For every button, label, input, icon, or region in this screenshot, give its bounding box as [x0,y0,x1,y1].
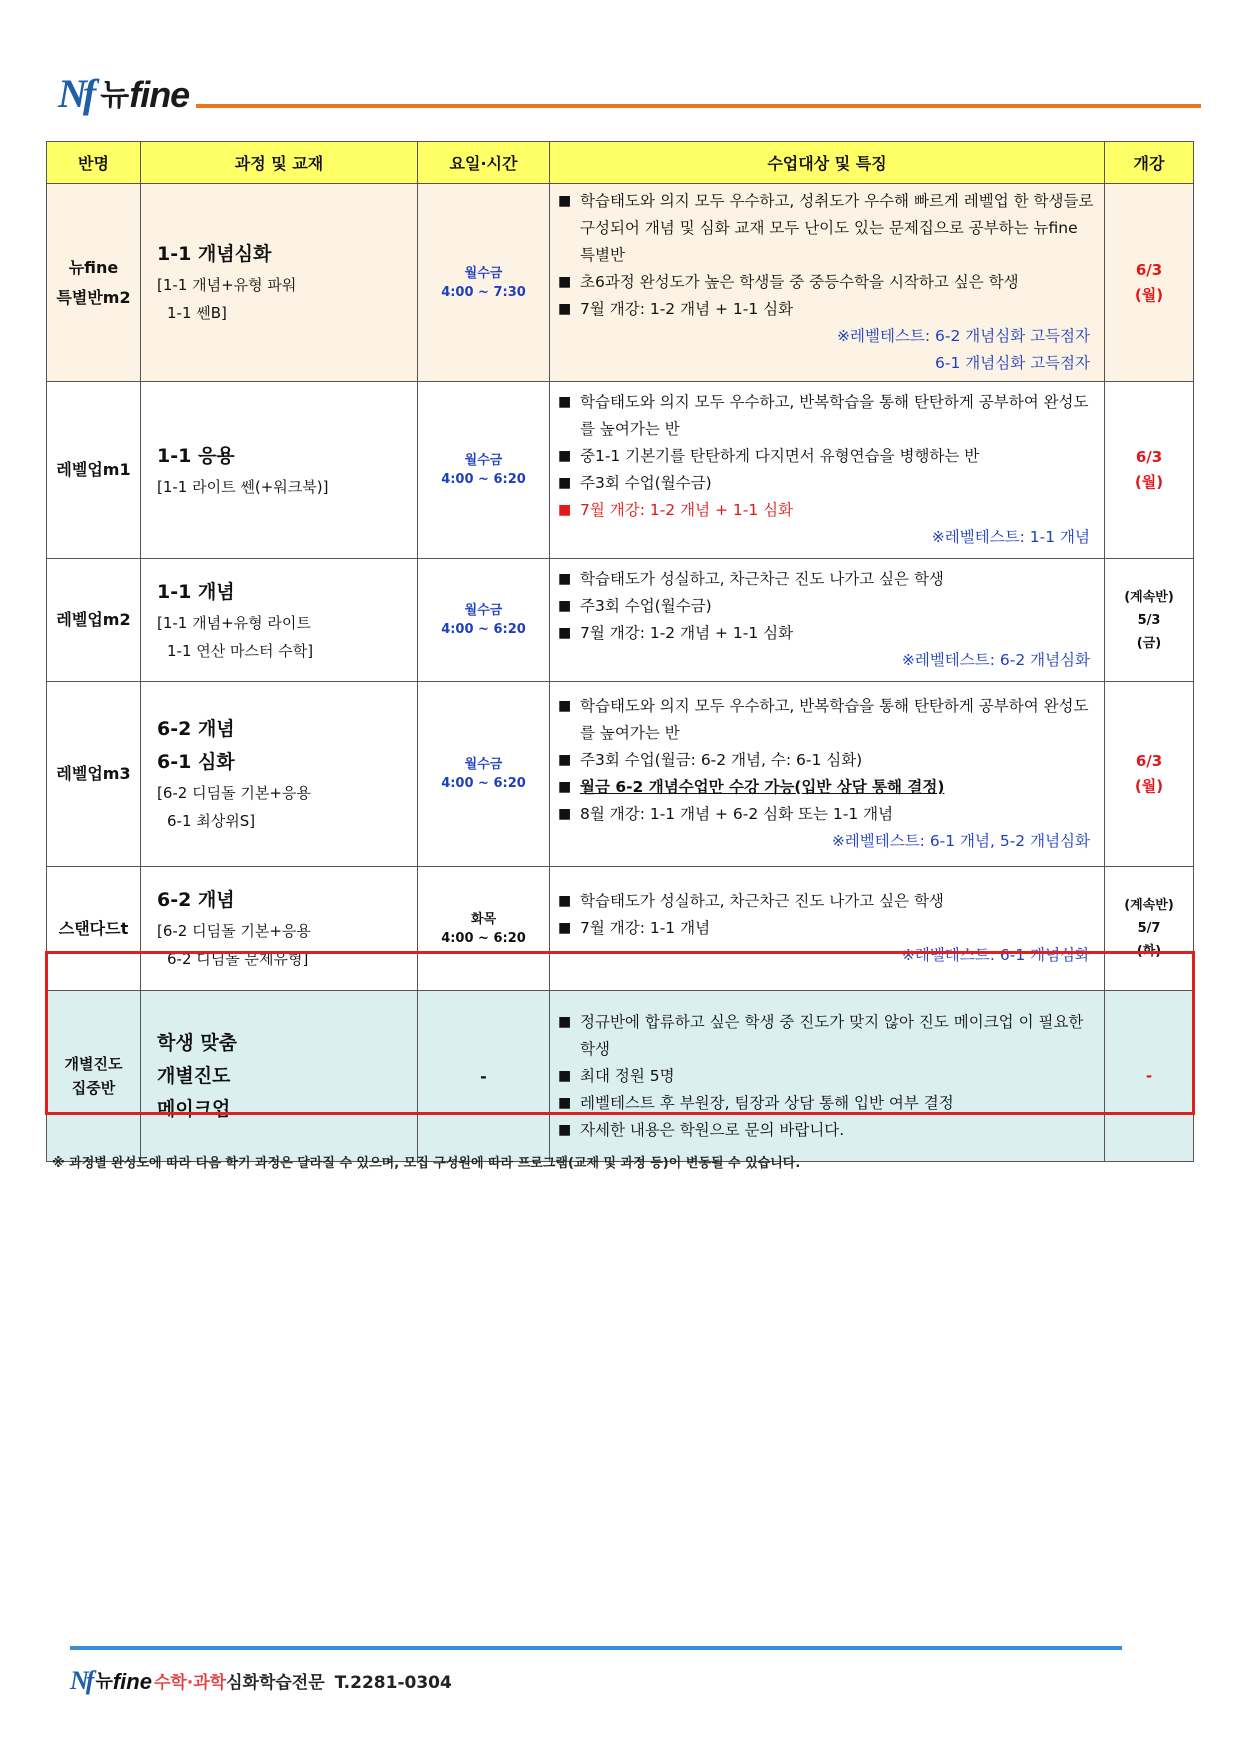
course-title: 학생 맞춤 [157,1031,238,1054]
course-title: 1-1 개념 [157,580,235,603]
days: 월수금 [464,453,503,468]
feature-item: ■ 7월 개강: 1-2 개념 + 1-1 심화 [558,296,1096,323]
feature-item: ■ 학습태도가 성실하고, 차근차근 진도 나가고 싶은 학생 [558,888,1096,915]
feature-item: ■ 주3회 수업(월수금) [558,470,1096,497]
class-name-line: 레벨업m3 [56,764,131,783]
days: 화목 [470,911,497,927]
course-cell [141,382,418,559]
book-line: [1-1 개념+유형 라이트 [157,613,311,632]
book-line: 1-1 쎈B] [167,304,227,322]
level-test: ※레벨테스트: 6-2 개념심화 [901,651,1090,669]
square-bullet-icon: ■ [558,571,572,587]
course-title: 1-1 응용 [157,444,235,467]
square-bullet-icon: ■ [558,193,572,209]
class-name-line: 집중반 [71,1079,116,1097]
square-bullet-icon: ■ [558,301,572,317]
feature-item: ■ 학습태도와 의지 모두 우수하고, 반복학습을 통해 탄탄하게 공부하여 완성도를 높여가는 반 [558,389,1096,443]
feature-item: ■ 주3회 수업(월금: 6-2 개념, 수: 6-1 심화) [558,747,1096,774]
class-name-line: 개별진도 [64,1055,123,1073]
open-line: (금) [1136,635,1162,651]
class-name [47,991,141,1162]
course-cell [141,682,418,867]
course-books [157,917,417,973]
feature-item: ■ 7월 개강: 1-2 개념 + 1-1 심화 [558,620,1096,647]
course-title: 6-2 개념 [157,889,235,911]
logo-fine: fine [129,74,190,115]
table-row [47,184,1194,382]
class-name [47,184,141,382]
feature-item: ■ 중1-1 기본기를 탄탄하게 다지면서 유형연습을 병행하는 반 [558,443,1096,470]
feature-item: ■ 7월 개강: 1-1 개념 [558,915,1096,942]
course-title: 6-2 개념 [157,718,235,740]
book-line: [6-2 디딤돌 기본+응용 [157,784,311,802]
hours: 4:00 ~ 6:20 [441,472,526,487]
course-title: 개별진도 [157,1064,231,1087]
course-books [157,779,417,835]
open-line: (월) [1134,285,1164,304]
class-name [47,867,141,991]
square-bullet-icon: ■ [558,1121,572,1138]
footnote: ※ 과정별 완성도에 따라 다음 학기 과정은 달라질 수 있으며, 모집 구성원에 따라 프로그램(교재 및 과정 등)이 변동될 수 있습니다. [52,1156,801,1171]
square-bullet-icon: ■ [558,274,572,290]
footer-rule [70,1646,1122,1650]
square-bullet-icon: ■ [558,625,572,641]
feature-item: ■ 정규반에 합류하고 싶은 학생 중 진도가 맞지 않아 진도 메이크업 이 필요한 학생 [558,1009,1096,1063]
feature-item: ■ 학습태도가 성실하고, 차근차근 진도 나가고 싶은 학생 [558,566,1096,593]
square-bullet-icon: ■ [558,893,572,909]
square-bullet-icon: ■ [558,1094,572,1111]
feature-item: ■ 학습태도와 의지 모두 우수하고, 성취도가 우수해 빠르게 레벨업 한 학생들로 구성되어 개념 및 심화 교재 모두 난이도 있는 문제집으로 공부하는 뉴fine 특별반 [558,188,1096,269]
hours: 4:00 ~ 7:30 [441,284,526,300]
course-cell [141,559,418,682]
book-line: [1-1 개념+유형 파워 [157,276,297,294]
hours: 4:00 ~ 6:20 [441,776,526,791]
course-cell [141,867,418,991]
features-cell [550,991,1105,1162]
header-class-name: 반명 [47,142,141,184]
open-line: (계속반) [1124,589,1174,605]
hours: 4:00 ~ 6:20 [441,930,526,946]
header-rule [196,104,1201,108]
feature-item: ■ 학습태도와 의지 모두 우수하고, 반복학습을 통해 탄탄하게 공부하여 완성도를 높여가는 반 [558,693,1096,747]
open-line: (월) [1134,777,1164,795]
open-date [1105,184,1194,382]
class-name-line: 스탠다드t [58,918,129,938]
open-line: 6/3 [1135,448,1163,466]
square-bullet-icon: ■ [558,779,572,795]
feature-item-emphasis: ■ 월금 6-2 개념수업만 수강 가능(입반 상담 통해 결정) [558,774,1096,801]
hours: 4:00 ~ 6:20 [441,622,526,637]
class-name [47,682,141,867]
header-course: 과정 및 교재 [141,142,418,184]
course-books [157,473,417,501]
open-line: 5/7 [1137,921,1161,936]
logo-nyu: 뉴 [100,78,130,113]
footer-phone: T.2281-0304 [334,1673,452,1693]
open-date [1105,382,1194,559]
footer-logo-mark: Nf [70,1666,92,1695]
open-line: (월) [1134,473,1164,491]
course-cell [141,184,418,382]
logo-mark: Nf [58,71,93,116]
time-cell [418,867,550,991]
book-line: [6-2 디딤돌 기본+응용 [157,922,311,940]
course-books [157,271,417,327]
course-cell [141,991,418,1162]
time-cell [418,682,550,867]
square-bullet-icon: ■ [558,752,572,768]
level-test: ※레벨테스트: 6-1 개념심화 [901,946,1090,964]
time-cell [418,559,550,682]
level-test: ※레벨테스트: 6-1 개념, 5-2 개념심화 [831,832,1090,850]
square-bullet-icon: ■ [558,475,572,491]
square-bullet-icon: ■ [558,920,572,936]
footer-logo-nyu: 뉴 [95,1671,113,1692]
features-cell [550,867,1105,991]
days: 월수금 [464,757,503,772]
table-row [47,682,1194,867]
class-name-line: 레벨업m2 [56,610,131,629]
table-row-makeup [47,991,1194,1162]
feature-item: ■ 8월 개강: 1-1 개념 + 6-2 심화 또는 1-1 개념 [558,801,1096,828]
open-line: 5/3 [1137,612,1161,628]
features-cell [550,559,1105,682]
open-line: (계속반) [1124,898,1174,913]
book-line: 6-2 디딤돌 문제유형] [167,950,309,968]
book-line: 1-1 연산 마스터 수학] [167,641,314,660]
feature-item: ■ 주3회 수업(월수금) [558,593,1096,620]
feature-item-highlight: ■ 7월 개강: 1-2 개념 + 1-1 심화 [558,497,1096,524]
square-bullet-icon: ■ [558,394,572,410]
class-name [47,559,141,682]
class-name [47,382,141,559]
footer-logo [70,1668,452,1694]
table-header-row [47,142,1194,184]
features-cell [550,682,1105,867]
open-line: (화) [1136,944,1162,959]
table-row [47,867,1194,991]
time-cell [418,382,550,559]
class-name-line: 뉴fine [68,257,119,277]
course-title: 1-1 개념심화 [157,243,272,265]
time-cell: - [418,991,550,1162]
open-date [1105,559,1194,682]
open-line: 6/3 [1135,752,1163,770]
level-test: ※레벨테스트: 6-2 개념심화 고득점자 [837,327,1090,345]
table-row [47,559,1194,682]
square-bullet-icon: ■ [558,698,572,714]
feature-item: ■ 자세한 내용은 학원으로 문의 바랍니다. [558,1117,1096,1144]
square-bullet-icon: ■ [558,448,572,464]
square-bullet-icon: ■ [558,598,572,614]
open-date [1105,682,1194,867]
square-bullet-icon: ■ [558,502,572,518]
footer-logo-fine: fine [112,1669,152,1694]
class-name-line: 레벨업m1 [56,460,131,479]
feature-item: ■ 레벨테스트 후 부원장, 팀장과 상담 통해 입반 여부 결정 [558,1090,1096,1117]
table-row [47,382,1194,559]
open-date: - [1105,991,1194,1162]
feature-item: ■ 최대 정원 5명 [558,1063,1096,1090]
days: 월수금 [464,265,503,281]
square-bullet-icon: ■ [558,806,572,822]
book-line: [1-1 라이트 쎈(+워크북)] [157,477,329,496]
header-logo [58,71,190,116]
book-line: 6-1 최상위S] [167,812,256,830]
square-bullet-icon: ■ [558,1067,572,1084]
header-features: 수업대상 및 특징 [550,142,1105,184]
footer-tagline: 심화학습전문 [226,1673,325,1693]
level-test: ※레벨테스트: 1-1 개념 [931,528,1090,546]
footer-subjects: 수학·과학 [153,1673,227,1693]
days: 월수금 [464,603,503,618]
course-title: 6-1 심화 [157,751,235,773]
header-time: 요일·시간 [418,142,550,184]
open-line: 6/3 [1135,260,1163,279]
features-cell [550,382,1105,559]
header-open: 개강 [1105,142,1194,184]
time-cell [418,184,550,382]
course-title: 메이크업 [157,1097,231,1120]
square-bullet-icon: ■ [558,1013,572,1030]
open-date [1105,867,1194,991]
feature-item: ■ 초6과정 완성도가 높은 학생들 중 중등수학을 시작하고 싶은 학생 [558,269,1096,296]
features-cell [550,184,1105,382]
class-schedule-table [46,141,1194,1162]
level-test: 6-1 개념심화 고득점자 [935,354,1090,372]
course-books [157,609,417,665]
class-name-line: 특별반m2 [56,287,131,307]
